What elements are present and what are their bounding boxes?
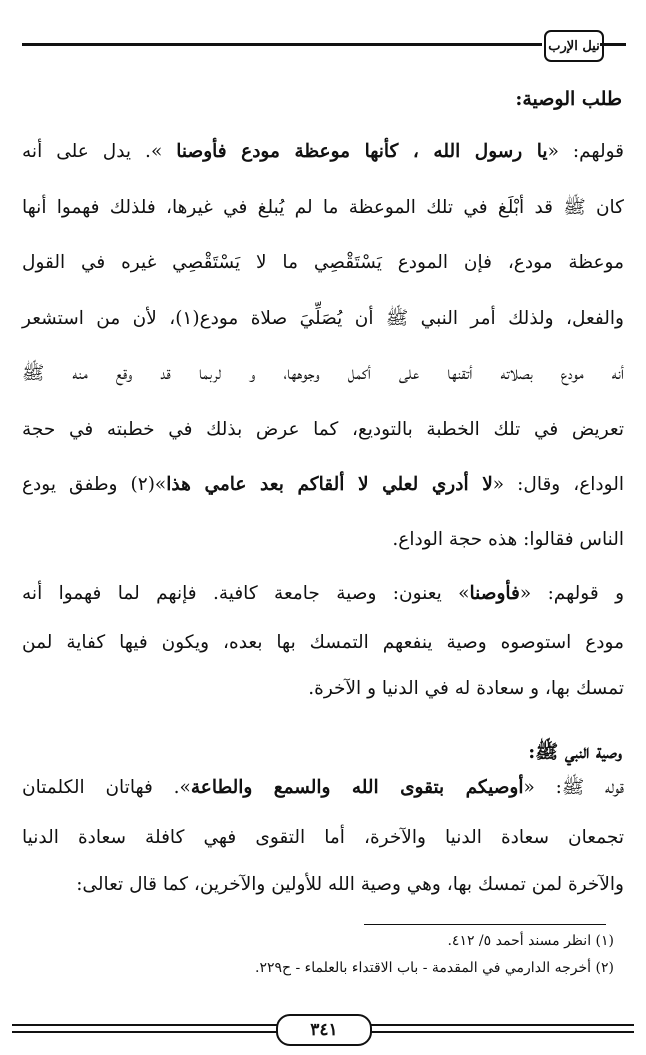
quote-bold: أوصيكم بتقوى الله والسمع والطاعة [190, 777, 524, 798]
section1-line [22, 365, 624, 384]
section3-line [22, 829, 624, 848]
text-run: ». فهاتان الكلمتان [22, 777, 191, 798]
text-run: قوله ﷺ: « [523, 777, 624, 798]
running-title: نيل الإرب [544, 30, 604, 62]
text-run: الناس فقالوا: هذه حجة الوداع. [392, 529, 624, 550]
quote-bold: لا أدري لعلي لا ألقاكم بعد عامي هذا [166, 474, 493, 495]
section3-line [22, 779, 624, 798]
section-heading-request: طلب الوصية: [515, 88, 622, 110]
section1-line [22, 310, 624, 329]
section2-line [22, 585, 624, 604]
text-run: »(٢) وطفق يودع [22, 474, 167, 495]
text-run: كان ﷺ قد أبْلَغ في تلك الموعظة ما لم يُبلغ في غيرها، فلذلك فهموا أنها [22, 197, 624, 218]
header-rule [22, 43, 542, 46]
footnote-2: (٢) أخرجه الدارمي في المقدمة - باب الاقتداء بالعلماء - ح٢٢٩. [255, 960, 614, 976]
text-run: ». يدل على أنه [22, 141, 177, 162]
text-run: الوداع، وقال: « [492, 474, 625, 495]
section2-line [22, 680, 624, 699]
text-run: قولهم: « [547, 141, 624, 162]
text-run: موعظة مودع، فإن المودع يَسْتَقْصِي ما لا يَسْتَقْصِي غيره في القول [22, 252, 624, 273]
page-number: ٣٤١ [276, 1014, 372, 1046]
quote-bold: فأوصنا [469, 583, 520, 604]
text-run: » يعنون: وصية جامعة كافية. فإنهم لما فهموا أنه [22, 583, 470, 604]
section-heading-prophet-advice: وصية النبي ﷺ: [528, 741, 622, 763]
section1-line [22, 199, 624, 218]
text-run: والفعل، ولذلك أمر النبي ﷺ أن يُصَلِّيَ صلاة مودع(١)، لأن من استشعر [22, 308, 624, 329]
section1-line [22, 421, 624, 440]
text-run: تمسك بها، و سعادة له في الدنيا و الآخرة. [308, 678, 624, 699]
quote-bold: يا رسول الله ، كأنها موعظة مودع فأوصنا [176, 141, 548, 162]
footnote-separator [364, 924, 606, 925]
section2-line [22, 634, 624, 653]
section3-line [22, 876, 624, 895]
text-run: مودع استوصوه وصية ينفعهم التمسك بها بعده، ويكون فيها كفاية لمن [22, 632, 624, 653]
section1-line [22, 254, 624, 273]
text-run: أنه مودع بصلاته أتقنها على أكمل وجوهها، و لربما قد وقع منه ﷺ [22, 363, 624, 384]
section1-line [22, 143, 624, 162]
text-run: تجمعان سعادة الدنيا والآخرة، أما التقوى فهي كافلة سعادة الدنيا [22, 827, 624, 848]
text-run: و قولهم: « [519, 583, 624, 604]
section1-line [22, 476, 624, 495]
text-run: تعريض في تلك الخطبة بالتوديع، كما عرض بذلك في خطبته في حجة [22, 419, 624, 440]
text-run: والآخرة لمن تمسك بها، وهي وصية الله للأولين والآخرين، كما قال تعالى: [76, 874, 624, 895]
footnote-1: (١) انظر مسند أحمد ٥/ ٤١٢. [447, 933, 614, 949]
section1-line [22, 531, 624, 550]
